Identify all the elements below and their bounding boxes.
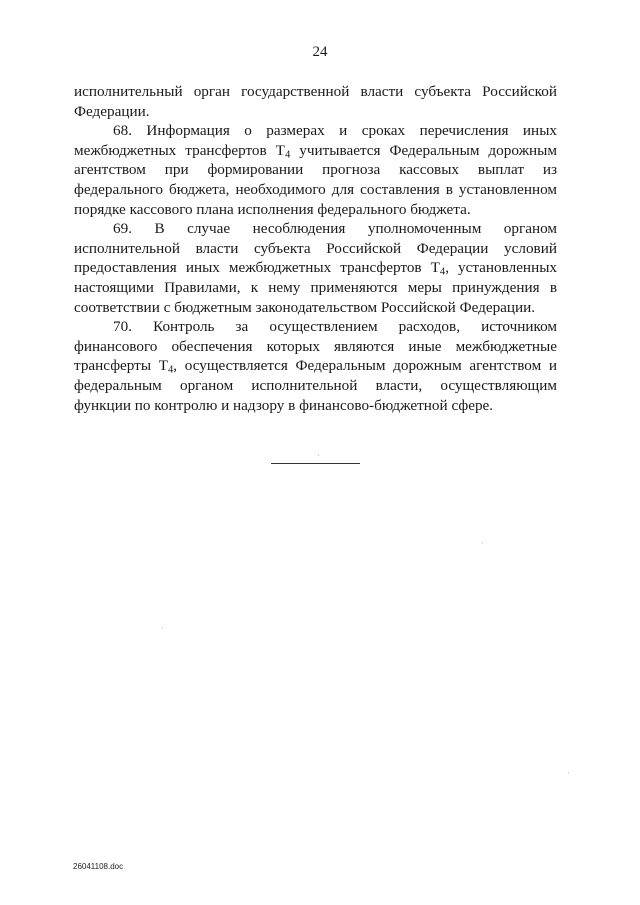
scan-speck [162,627,163,628]
subscript-index: 4 [284,149,291,161]
scan-speck [482,542,483,543]
page-number: 24 [312,44,328,60]
paragraph-text: 68. Информация о размерах и сроках перечисления иных межбюджетных трансфертов Т [74,122,557,159]
paragraph-text: , установленных настоящими Правилами, к нему применяются меры принуждения в соответствии с бюджетным законодательством Российской Федерации. [74,259,557,316]
paragraph-continuation [74,82,557,121]
end-of-document-rule [271,463,360,464]
scan-speck [318,455,319,456]
footer-file-code: 26041108.doc [73,862,124,871]
paragraph-text: учитывается Федеральным дорожным агентством при формировании прогноза кассовых выплат из федерального бюджета, необходимого для составления в установленном порядке кассового плана исполнения федерального бюджета. [74,141,558,218]
document-body [74,82,557,415]
scan-speck [568,772,569,773]
paragraph-text: 69. В случае несоблюдения уполномоченным органом исполнительной власти субъекта Российской Федерации условий предоставления иных межбюджетных трансфертов Т [74,220,557,277]
paragraph-item-70 [74,317,557,415]
paragraph-text: 70. Контроль за осуществлением расходов, источником финансового обеспечения которых являются иные межбюджетные трансферты Т [74,318,557,375]
paragraph-text: исполнительный орган государственной власти субъекта Российской Федерации. [74,83,557,120]
paragraph-item-68 [74,121,557,219]
paragraph-item-69 [74,219,557,317]
subscript-index: 4 [167,364,174,376]
subscript-index: 4 [439,267,446,278]
paragraph-text: , осуществляется Федеральным дорожным агентством и федеральным органом исполнительной власти, осуществляющим функции по контролю и надзору в финансово-бюджетной сфере. [74,357,557,414]
